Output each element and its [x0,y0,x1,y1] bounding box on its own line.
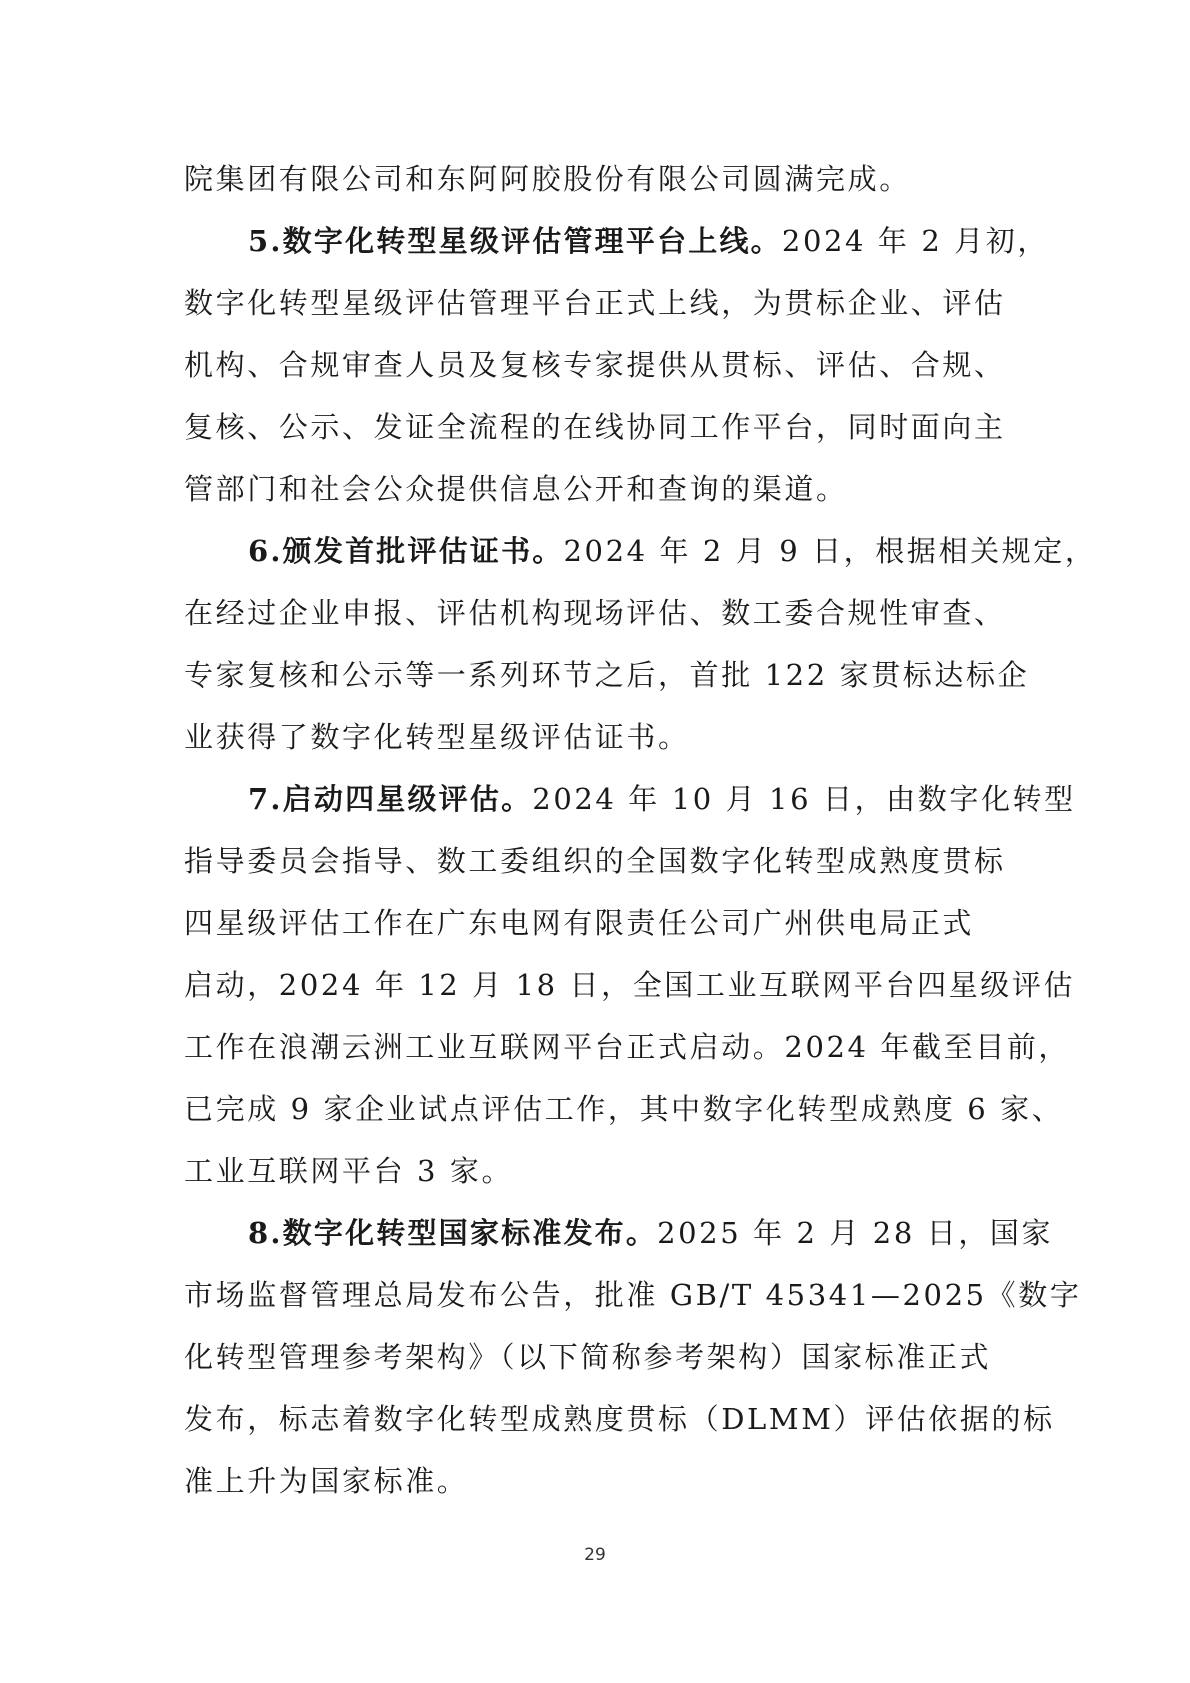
body-line: 业获得了数字化转型星级评估证书。 [184,720,690,754]
section-7-first-line [184,768,1076,830]
section-6-first-line [184,520,1097,582]
body-line: 化转型管理参考架构》（以下简称参考架构）国家标准正式 [184,1340,992,1374]
body-text: 2024 年 10 月 16 日，由数字化转型 [532,782,1076,816]
section-8-heading: 8.数字化转型国家标准发布。 [248,1216,658,1250]
page-body [184,148,1097,1512]
body-line: 启动，2024 年 12 月 18 日，全国工业互联网平台四星级评估 [184,968,1076,1002]
body-line: 机构、合规审查人员及复核专家提供从贯标、评估、合规、 [184,348,1006,382]
body-line: 市场监督管理总局发布公告，批准 GB/T 45341—2025《数字 [184,1278,1082,1312]
body-line: 已完成 9 家企业试点评估工作，其中数字化转型成熟度 6 家、 [184,1092,1064,1126]
body-line: 数字化转型星级评估管理平台正式上线，为贯标企业、评估 [184,286,1006,320]
section-5-heading: 5.数字化转型星级评估管理平台上线。 [248,224,782,258]
section-6-heading: 6.颁发首批评估证书。 [248,534,564,568]
body-line: 工作在浪潮云洲工业互联网平台正式启动。2024 年截至目前， [184,1030,1071,1064]
body-text: 2025 年 2 月 28 日，国家 [657,1216,1054,1250]
section-8-first-line [184,1202,1054,1264]
body-line: 发布，标志着数字化转型成熟度贯标（DLMM）评估依据的标 [184,1402,1055,1436]
body-line: 工业互联网平台 3 家。 [184,1154,514,1188]
body-line: 在经过企业申报、评估机构现场评估、数工委合规性审查、 [184,596,1006,630]
body-line: 管部门和社会公众提供信息公开和查询的渠道。 [184,472,848,506]
section-7-heading: 7.启动四星级评估。 [248,782,533,816]
body-line: 指导委员会指导、数工委组织的全国数字化转型成熟度贯标 [184,844,1006,878]
body-line: 四星级评估工作在广东电网有限责任公司广州供电局正式 [184,906,975,940]
body-text: 2024 年 2 月初， [781,224,1049,258]
body-line: 准上升为国家标准。 [184,1464,469,1498]
body-text: 2024 年 2 月 9 日，根据相关规定， [563,534,1097,568]
body-line: 复核、公示、发证全流程的在线协同工作平台，同时面向主 [184,410,1006,444]
body-line: 院集团有限公司和东阿阿胶股份有限公司圆满完成。 [184,162,911,196]
section-5-first-line [184,210,1049,272]
page-number: 29 [584,1545,606,1565]
body-line: 专家复核和公示等一系列环节之后，首批 122 家贯标达标企 [184,658,1030,692]
